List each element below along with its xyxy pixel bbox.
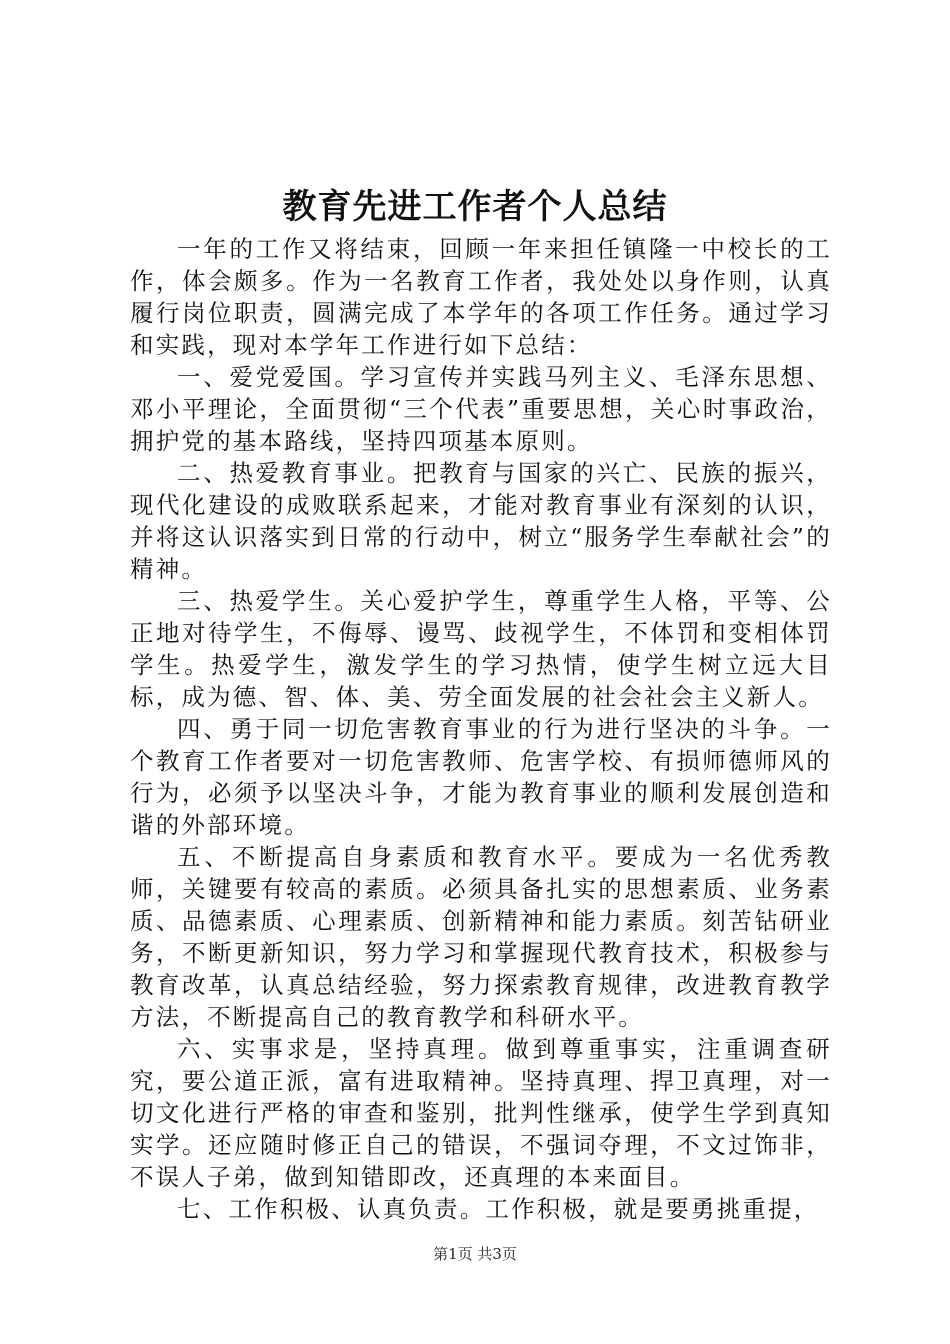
paragraph-intro: 一年的工作又将结束，回顾一年来担任镇隆一中校长的工作，体会颇多。作为一名教育工作者，我处处以身作则，认真履行岗位职责，圆满完成了本学年的各项工作任务。通过学习和实践，现对本学年工作进行如下总结： [130,235,832,359]
paragraph-7: 七、工作积极、认真负责。工作积极，就是要勇挑重提， [177,1195,820,1223]
paragraph-3: 三、热爱学生。关心爱护学生，尊重学生人格，平等、公正地对待学生，不侮辱、谩骂、歧视学生，不体罚和变相体罚学生。热爱学生，激发学生的学习热情，使学生树立远大目标，成为德、智、体、美、劳全面发展的社会社会主义新人。 [130,587,832,711]
document-body [130,233,832,1225]
paragraph-6: 六、实事求是，坚持真理。做到尊重事实，注重调查研究，要公道正派，富有进取精神。坚持真理、捍卫真理，对一切文化进行严格的审查和鉴别，批判性继承，使学生学到真知实学。还应随时修正自己的错误，不强词夺理，不文过饰非，不误人子弟，做到知错即改，还真理的本来面目。 [130,1035,832,1191]
paragraph-4: 四、勇于同一切危害教育事业的行为进行坚决的斗争。一个教育工作者要对一切危害教师、危害学校、有损师德师风的行为，必须予以坚决斗争，才能为教育事业的顺利发展创造和谐的外部环境。 [130,715,832,839]
paragraph-1: 一、爱党爱国。学习宣传并实践马列主义、毛泽东思想、邓小平理论，全面贯彻“三个代表”重要思想，关心时事政治，拥护党的基本路线，坚持四项基本原则。 [130,363,832,455]
paragraph-2: 二、热爱教育事业。把教育与国家的兴亡、民族的振兴，现代化建设的成败联系起来，才能对教育事业有深刻的认识，并将这认识落实到日常的行动中，树立“服务学生奉献社会”的精神。 [130,459,832,583]
paragraph-5: 五、不断提高自身素质和教育水平。要成为一名优秀教师，关键要有较高的素质。必须具备扎实的思想素质、业务素质、品德素质、心理素质、创新精神和能力素质。刻苦钻研业务，不断更新知识，努力学习和掌握现代教育技术，积极参与教育改革，认真总结经验，努力探索教育规律，改进教育教学方法，不断提高自己的教育教学和科研水平。 [130,843,832,1031]
document-title: 教育先进工作者个人总结 [282,187,668,227]
page-number-footer: 第1页 共3页 [433,1245,517,1263]
